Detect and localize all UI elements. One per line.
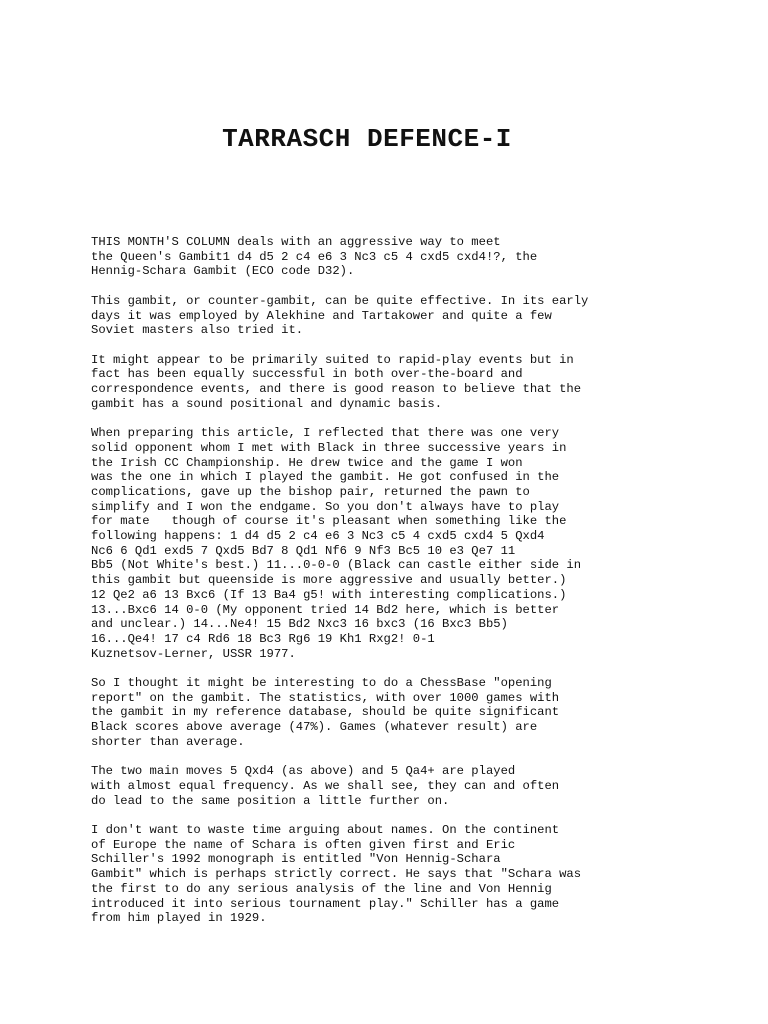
text-line: the Queen's Gambit1 d4 d5 2 c4 e6 3 Nc3 c5 4 cxd5 cxd4!?, the [91, 249, 538, 264]
text-line: following happens: 1 d4 d5 2 c4 e6 3 Nc3 c5 4 cxd5 cxd4 5 Qxd4 [91, 529, 545, 544]
paragraph [91, 764, 711, 808]
text-line: solid opponent whom I met with Black in three successive years in [91, 440, 567, 455]
text-line: report" on the gambit. The statistics, with over 1000 games with [91, 690, 560, 705]
page-title: TARRASCH DEFENCE-I [222, 124, 512, 154]
text-line: the first to do any serious analysis of the line and Von Hennig [91, 881, 552, 896]
text-line: Schiller's 1992 monograph is entitled "Von Hennig-Schara [91, 852, 501, 867]
paragraph [91, 235, 711, 279]
text-line: the gambit in my reference database, should be quite significant [91, 705, 560, 720]
text-line: with almost equal frequency. As we shall see, they can and often [91, 778, 560, 793]
text-line: The two main moves 5 Qxd4 (as above) and 5 Qa4+ are played [91, 764, 516, 779]
text-line: This gambit, or counter-gambit, can be quite effective. In its early [91, 293, 589, 308]
text-line: Soviet masters also tried it. [91, 323, 304, 338]
text-line: Hennig-Schara Gambit (ECO code D32). [91, 264, 355, 279]
text-line: do lead to the same position a little further on. [91, 793, 450, 808]
text-line: was the one in which I played the gambit. He got confused in the [91, 470, 560, 485]
text-line: 12 Qe2 a6 13 Bxc6 (If 13 Ba4 g5! with interesting complications.) [91, 587, 567, 602]
text-line: So I thought it might be interesting to do a ChessBase "opening [91, 676, 552, 691]
text-line: of Europe the name of Schara is often given first and Eric [91, 837, 516, 852]
text-line: shorter than average. [91, 734, 245, 749]
text-line: for mate though of course it's pleasant when something like the [91, 514, 567, 529]
paragraph [91, 294, 711, 338]
text-line: and unclear.) 14...Ne4! 15 Bd2 Nxc3 16 bxc3 (16 Bxc3 Bb5) [91, 617, 508, 632]
text-line: Nc6 6 Qd1 exd5 7 Qxd5 Bd7 8 Qd1 Nf6 9 Nf3 Bc5 10 e3 Qe7 11 [91, 543, 516, 558]
text-line: Black scores above average (47%). Games (whatever result) are [91, 720, 538, 735]
text-line: the Irish CC Championship. He drew twice and the game I won [91, 455, 523, 470]
text-line: days it was employed by Alekhine and Tartakower and quite a few [91, 308, 552, 323]
text-line: gambit has a sound positional and dynamic basis. [91, 396, 443, 411]
text-line: It might appear to be primarily suited to rapid-play events but in [91, 352, 574, 367]
text-line: simplify and I won the endgame. So you don't always have to play [91, 499, 560, 514]
article-body [91, 235, 711, 941]
text-line: When preparing this article, I reflected that there was one very [91, 426, 560, 441]
text-line: Gambit" which is perhaps strictly correct. He says that "Schara was [91, 867, 582, 882]
paragraph [91, 823, 711, 926]
paragraph [91, 353, 711, 412]
text-line: Kuznetsov-Lerner, USSR 1977. [91, 646, 296, 661]
text-line: Bb5 (Not White's best.) 11...0-0-0 (Black can castle either side in [91, 558, 582, 573]
text-line: 16...Qe4! 17 c4 Rd6 18 Bc3 Rg6 19 Kh1 Rxg2! 0-1 [91, 631, 435, 646]
text-line: THIS MONTH'S COLUMN deals with an aggressive way to meet [91, 235, 501, 249]
text-line: this gambit but queenside is more aggressive and usually better.) [91, 573, 567, 588]
paragraph [91, 426, 711, 661]
text-line: 13...Bxc6 14 0-0 (My opponent tried 14 Bd2 here, which is better [91, 602, 560, 617]
text-line: from him played in 1929. [91, 911, 267, 926]
text-line: fact has been equally successful in both over-the-board and [91, 367, 523, 382]
text-line: correspondence events, and there is good reason to believe that the [91, 382, 582, 396]
paragraph [91, 676, 711, 750]
text-line: introduced it into serious tournament play." Schiller has a game [91, 896, 560, 911]
text-line: I don't want to waste time arguing about names. On the continent [91, 823, 560, 838]
text-line: complications, gave up the bishop pair, returned the pawn to [91, 484, 530, 499]
